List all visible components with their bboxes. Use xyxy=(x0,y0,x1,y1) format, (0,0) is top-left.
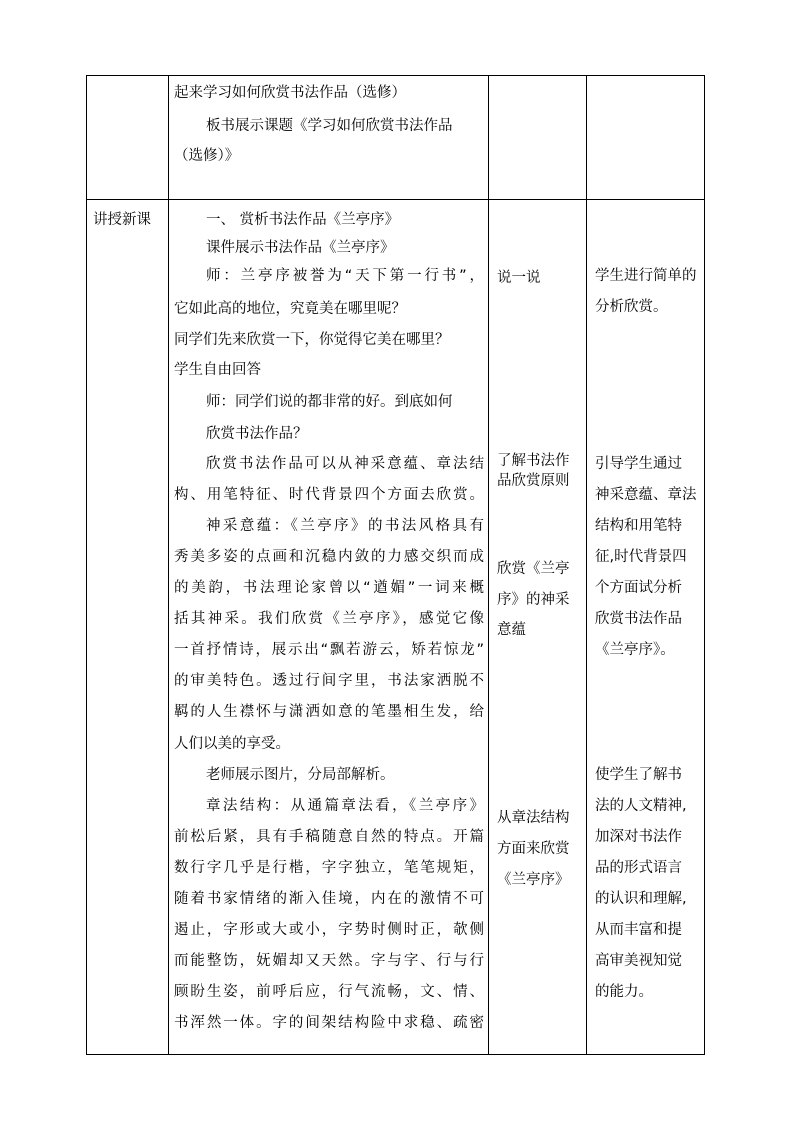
content-line: 神采意蕴：《兰亭序》的书法风格具有 xyxy=(206,518,484,534)
intro-line: 板书展示课题《学习如何欣赏书法作品 xyxy=(206,118,453,134)
intent-line: 结构和用笔特 xyxy=(595,518,682,534)
content-line: 同学们先来欣赏一下，你觉得它美在哪里？ xyxy=(174,332,450,348)
activity-line: 了解书法作 xyxy=(497,453,570,469)
content-cell xyxy=(169,76,489,200)
intent-line: 品的形式语言 xyxy=(595,860,682,876)
intent-line: 个方面试分析 xyxy=(595,580,682,596)
content-cell xyxy=(169,200,489,1055)
activity-line: 说一说 xyxy=(497,270,541,286)
content-line: 欣赏书法作品？ xyxy=(206,426,308,442)
content-line: 的审美特色。透过行间字里，书法家洒脱不 xyxy=(174,673,484,689)
intent-line: 《兰亭序》。 xyxy=(595,642,675,658)
content-line: 师：兰亭序被誉为“天下第一行书”， xyxy=(206,268,484,284)
intent-line: 从而丰富和提 xyxy=(595,922,682,938)
content-line: 一首抒情诗，展示出“飘若游云，矫若惊龙” xyxy=(174,642,484,658)
activity-line: 品欣赏原则 xyxy=(497,473,570,489)
content-line: 的美韵，书法理论家曾以“遒媚”一词来概 xyxy=(174,580,484,596)
activity-line: 从章法结构 xyxy=(497,810,570,826)
table-row xyxy=(87,76,705,200)
content-line: 课件展示书法作品《兰亭序》 xyxy=(206,240,395,256)
activity-cell xyxy=(489,200,587,1055)
content-line: 欣赏书法作品可以从神采意蕴、章法结 xyxy=(206,456,484,472)
section-cell xyxy=(87,200,169,1055)
intent-line: 分析欣赏。 xyxy=(595,299,668,315)
intent-line: 高审美视知觉 xyxy=(595,953,682,969)
content-line: 章法结构：从通篇章法看，《兰亭序》 xyxy=(206,798,484,814)
content-line: 师：同学们说的都非常的好。到底如何 xyxy=(206,394,453,410)
intent-line: 使学生了解书 xyxy=(595,767,682,783)
content-line: 数行字几乎是行楷，字字独立，笔笔规矩， xyxy=(174,860,484,876)
intent-line: 的认识和理解, xyxy=(595,891,687,907)
content-line: 它如此高的地位，究竟美在哪里呢？ xyxy=(174,301,406,317)
content-line: 秀美多姿的点画和沉稳内敛的力感交织而成 xyxy=(174,549,484,565)
content-line: 顾盼生姿，前呼后应，行气流畅，文、情、 xyxy=(174,984,484,1000)
section-cell xyxy=(87,76,169,200)
intro-line: 起来学习如何欣赏书法作品（选修） xyxy=(174,85,406,101)
intent-line: 引导学生通过 xyxy=(595,456,682,472)
intent-line: 学生进行简单的 xyxy=(595,268,697,284)
activity-line: 方面来欣赏 xyxy=(497,841,570,857)
intent-line: 征,时代背景四 xyxy=(595,549,687,565)
activity-line: 序》的神采 xyxy=(497,592,570,608)
content-line: 随着书家情绪的渐入佳境，内在的激情不可 xyxy=(174,891,484,907)
section-label: 讲授新课 xyxy=(93,212,151,228)
intent-cell xyxy=(587,76,705,200)
intent-line: 的能力。 xyxy=(595,984,653,1000)
content-line: 而能整饬，妩媚却又天然。字与字、行与行 xyxy=(174,953,484,969)
content-line: 遏止，字形或大或小，字势时侧时正，欹侧 xyxy=(174,922,484,938)
content-line: 一、 赏析书法作品《兰亭序》 xyxy=(206,212,400,228)
intent-line: 神采意蕴、章法 xyxy=(595,487,697,503)
intent-cell xyxy=(587,200,705,1055)
content-line: 老师展示图片，分局部解析。 xyxy=(206,767,395,783)
content-line: 前松后紧，具有手稿随意自然的特点。开篇 xyxy=(174,829,484,845)
content-line: 羁的人生襟怀与潇洒如意的笔墨相生发，给 xyxy=(174,704,484,720)
intent-line: 法的人文精神, xyxy=(595,798,687,814)
activity-line: 《兰亭序》 xyxy=(497,872,570,888)
content-line: 学生自由回答 xyxy=(174,362,261,378)
activity-cell xyxy=(489,76,587,200)
content-line: 人们以美的享受。 xyxy=(174,736,290,752)
activity-line: 意蕴 xyxy=(497,622,526,638)
lesson-plan-table xyxy=(86,75,705,1055)
intent-line: 加深对书法作 xyxy=(595,829,682,845)
activity-line: 欣赏《兰亭 xyxy=(497,561,570,577)
intent-line: 欣赏书法作品 xyxy=(595,611,682,627)
content-line: 构、用笔特征、时代背景四个方面去欣赏。 xyxy=(174,487,484,503)
content-line: 括其神采。我们欣赏《兰亭序》，感觉它像 xyxy=(174,611,484,627)
table-row xyxy=(87,200,705,1055)
content-line: 书浑然一体。字的间架结构险中求稳、疏密 xyxy=(174,1015,484,1031)
intro-line: （选修）》 xyxy=(174,148,240,164)
